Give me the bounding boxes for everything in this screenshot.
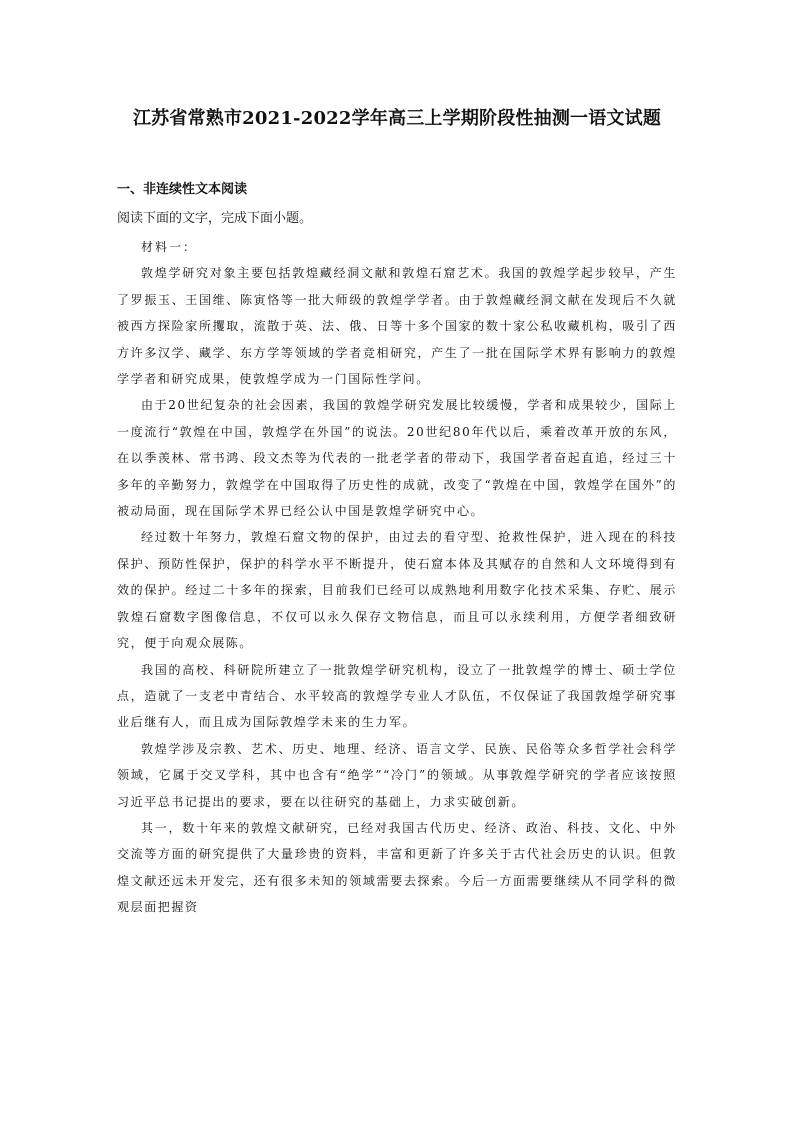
document-title: 江苏省常熟市2021-2022学年高三上学期阶段性抽测一语文试题 (132, 108, 662, 129)
passage-paragraph: 敦煌学研究对象主要包括敦煌藏经洞文献和敦煌石窟艺术。我国的敦煌学起步较早，产生了罗振玉、王国维、陈寅恪等一批大师级的敦煌学学者。由于敦煌藏经洞文献在发现后不久就被西方探险家所攫取，流散于英、法、俄、日等十多个国家的数十家公私收藏机构，吸引了西方许多汉学、藏学、东方学等领域的学者竞相研究，产生了一批在国际学术界有影响力的敦煌学学者和研究成果，使敦煌学成为一门国际性学问。 (117, 266, 677, 387)
passage-paragraph: 由于20世纪复杂的社会因素，我国的敦煌学研究发展比较缓慢，学者和成果较少，国际上一度流行“敦煌在中国，敦煌学在外国”的说法。20世纪80年代以后，乘着改革开放的东风，在以季羡林、常书鸿、段文杰等为代表的一批老学者的带动下，我国学者奋起直追，经过三十多年的辛勤努力，敦煌学在中国取得了历史性的成就，改变了“敦煌在中国，敦煌学在国外”的被动局面，现在国际学术界已经公认中国是敦煌学研究中心。 (117, 398, 677, 519)
passage-paragraph: 敦煌学涉及宗教、艺术、历史、地理、经济、语言文学、民族、民俗等众多哲学社会科学领域，它属于交叉学科，其中也含有“绝学”“冷门”的领域。从事敦煌学研究的学者应该按照习近平总书记提出的要求，要在以往研究的基础上，力求实破创新。 (117, 741, 677, 809)
passage-paragraph: 我国的高校、科研院所建立了一批敦煌学研究机构，设立了一批敦煌学的博士、硕士学位点，造就了一支老中青结合、水平较高的敦煌学专业人才队伍，不仅保证了我国敦煌学研究事业后继有人，而且成为国际敦煌学未来的生力军。 (117, 662, 677, 730)
passage-paragraph: 经过数十年努力，敦煌石窟文物的保护，由过去的看守型、抢救性保护，进入现在的科技保护、预防性保护，保护的科学水平不断提升，使石窟本体及其赋存的自然和人文环境得到有效的保护。经过二十多年的探索，目前我们已经可以成熟地利用数字化技术采集、存贮、展示敦煌石窟数字图像信息，不仅可以永久保存文物信息，而且可以永续利用，方便学者细致研究，便于向观众展陈。 (117, 530, 677, 651)
section-heading: 一、非连续性文本阅读 (117, 182, 248, 197)
material-label: 材料一： (141, 240, 198, 254)
passage-paragraph: 其一，数十年来的敦煌文献研究，已经对我国古代历史、经济、政治、科技、文化、中外交流等方面的研究提供了大量珍贵的资料，丰富和更新了许多关于古代社会历史的认识。但敦煌文献还远未开发完，还有很多未知的领域需要去探索。今后一方面需要继续从不同学科的微观层面把握资 (117, 820, 677, 915)
reading-passage (117, 234, 677, 921)
reading-instruction: 阅读下面的文字，完成下面小题。 (117, 211, 313, 226)
